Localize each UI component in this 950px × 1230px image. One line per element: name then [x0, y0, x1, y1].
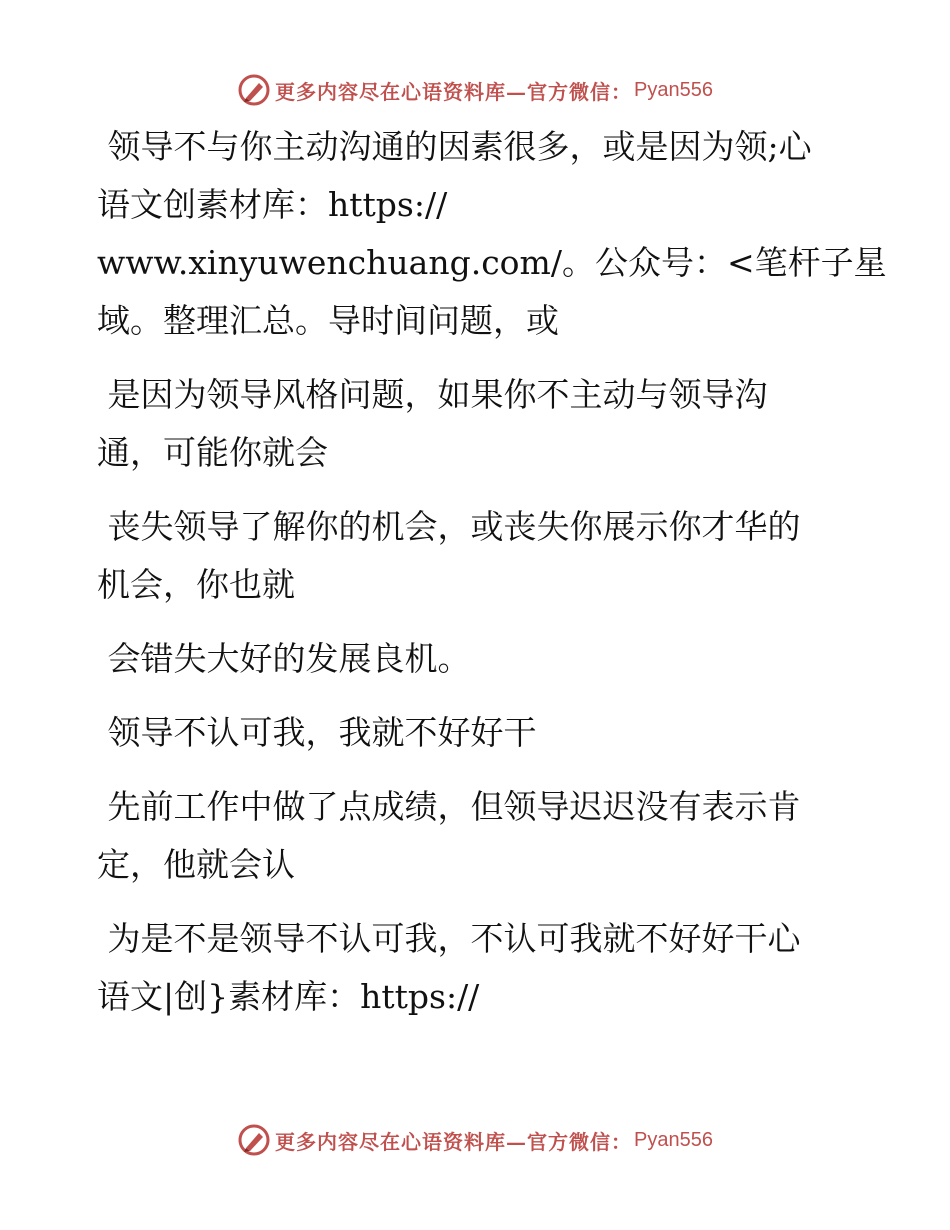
text-line: 语文创素材库：https://: [97, 185, 448, 224]
text-line: 是因为领导风格问题，如果你不主动与领导沟: [97, 375, 768, 414]
section-heading: [97, 704, 857, 762]
header-banner: [0, 70, 950, 110]
text-line: 定，他就会认: [97, 845, 295, 884]
footer-account: Pyan556: [634, 1128, 713, 1151]
text-line: 先前工作中做了点成绩，但领导迟迟没有表示肯: [97, 787, 801, 826]
paragraph-2: [97, 366, 857, 482]
header-banner-text: 更多内容尽在心语资料库—官方微信：: [275, 79, 633, 104]
text-line: 领导不认可我，我就不好好干: [97, 713, 537, 752]
document-body: [97, 118, 887, 1042]
text-line: www.xinyuwenchuang.com/。公众号：<笔杆子星: [97, 243, 887, 282]
text-line: 会错失大好的发展良机。: [97, 639, 471, 678]
text-line: 语文|创}素材库：https://: [97, 977, 480, 1016]
paragraph-6: [97, 910, 857, 1026]
text-line: 机会，你也就: [97, 565, 295, 604]
footer-banner-text: 更多内容尽在心语资料库—官方微信：: [275, 1129, 633, 1154]
header-account: Pyan556: [634, 78, 713, 101]
text-line: 为是不是领导不认可我，不认可我就不好好干心: [97, 919, 801, 958]
paragraph-1: [97, 118, 887, 350]
paragraph-4: [97, 630, 857, 688]
paragraph-5: [97, 778, 857, 894]
paragraph-3: [97, 498, 857, 614]
footer-banner: [0, 1120, 950, 1160]
pen-logo-icon: [237, 73, 271, 107]
text-line: 领导不与你主动沟通的因素很多，或是因为领;心: [97, 127, 812, 166]
text-line: 丧失领导了解你的机会，或丧失你展示你才华的: [97, 507, 801, 546]
text-line: 通，可能你就会: [97, 433, 328, 472]
text-line: 域。整理汇总。导时间问题，或: [97, 301, 559, 340]
pen-logo-icon: [237, 1123, 271, 1157]
